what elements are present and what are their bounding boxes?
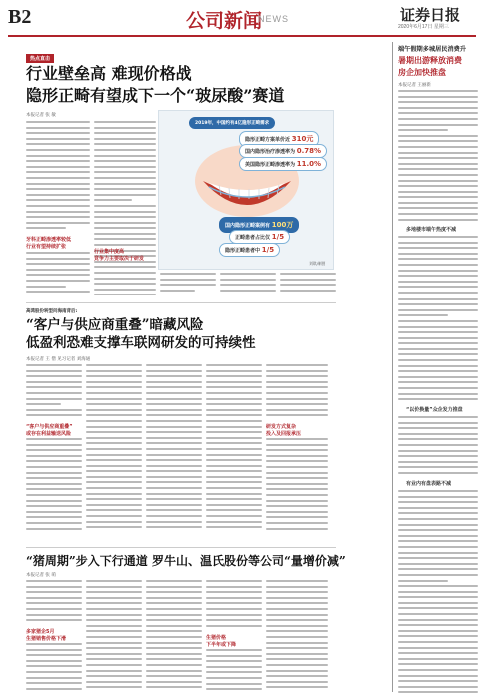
sidebar-body-1 [398,90,478,222]
article3-subhead-4: 下半年或下降 [206,642,237,648]
article3-col5 [266,580,328,693]
column-divider [392,42,393,692]
article3-byline: 本报记者 张 萌 [26,573,56,578]
article2-col5 [266,364,328,420]
lead-subhead-2: 行业有望持续扩张 [26,244,67,250]
article3-col1 [26,580,82,624]
article2-col3 [146,364,202,536]
article3-col4b [206,649,262,693]
stat-3: 美国隐形正畸渗透率为 11.0% [239,157,327,171]
lead-headline-1: 行业壁垒高 难现价格战 [26,64,192,83]
article3-headline: “猪周期”步入下行通道 罗牛山、温氏股份等公司“量增价减” [26,554,346,568]
lead-headline-2: 隐形正畸有望成下一个“玻尿酸”赛道 [26,86,285,105]
lead-body-col1 [26,121,90,233]
stat-4: 国内隐形正畸案例有 100万 [219,217,299,233]
infographic-badge: 2019年，中国约有4亿隐形正畸需求 [189,117,275,129]
stat-5: 正畸患者占比仅 1/5 [229,230,290,244]
article3-col3 [146,580,202,693]
stat-2: 国内隐形治疗渗透率为 0.78% [239,144,327,158]
article2-subhead-2: 或存在利益输送风险 [26,431,72,437]
article2-col1b [26,438,82,536]
sidebar-headline-2: 暑期出游释放消费 [398,55,462,65]
article2-col1 [26,364,82,420]
article2-subhead-1: “客户与供应商重叠” [26,424,73,430]
newspaper-logo: 证券日报 [400,6,461,24]
sidebar-section-5: 有业内有盘表路不减 [406,481,452,487]
stat-6: 隐形正畸患者中 1/5 [219,243,280,257]
article2-byline: 本报记者 王 僧 见习记者 刘海通 [26,357,91,362]
article2-headline-1: “客户与供应商重叠”暗藏风险 [26,317,204,333]
sidebar-section-3: “以价换量”众企发力推盘 [406,407,463,413]
sidebar-body-3 [398,416,478,476]
article2-headline-2: 低盈利恐难支撑车联网研发的可持续性 [26,335,256,351]
article2-col2 [86,364,142,536]
lead-body-col5 [280,273,336,297]
infographic-credit: 刘琪/制图 [309,261,326,266]
sidebar-headline-1: 端午假期多城居民消费升 [398,46,467,53]
article3-subhead-1: 多家猪企5月 [26,629,55,635]
section-en: NEWS [258,14,289,24]
sidebar-byline-1: 本报记者 王丽新 [398,83,431,88]
sidebar-headline-3: 房企加快推盘 [398,67,446,77]
sidebar-section-2: 多地楼市端午热度不减 [406,227,457,233]
sidebar-body-4 [398,490,478,694]
sidebar-body-2 [398,236,478,402]
issue-date: 2020年6月17日 星期三 [398,24,449,30]
masthead-rule [8,35,476,37]
lead-subhead-4: 竞争力主要取决于研发 [94,256,145,262]
lead-body-col1b [26,252,90,294]
lead-subhead-1: 牙科正畸渗透率较低 [26,237,72,243]
stat-1: 隐形正畸方案单价近 310元 [239,131,319,147]
article3-col2 [86,580,142,693]
lead-body-col2 [94,121,156,295]
article2-col5b [266,438,328,536]
article2-col4 [206,364,262,536]
article3-subhead-3: 生猪价格 [206,635,227,641]
article2-kicker: 高鸿股份转型问海南背后: [26,309,78,314]
article3-col4 [206,580,262,630]
lead-byline: 本报记者 张 敏 [26,113,56,118]
page-code: B2 [8,6,32,28]
lead-tag: 热点直击 [26,54,54,63]
section-title: 公司新闻 [186,10,263,32]
lead-infographic [158,110,334,270]
article3-col1b [26,643,82,693]
article2-subhead-4: 投入及回报承压 [266,431,302,437]
lead-body-col3 [160,273,216,297]
lead-subhead-3: 行业集中度高 [94,249,125,255]
article3-subhead-2: 生猪销售价格下滑 [26,636,67,642]
article2-subhead-3: 研发方式复杂 [266,424,297,430]
lead-body-col4 [220,273,276,297]
